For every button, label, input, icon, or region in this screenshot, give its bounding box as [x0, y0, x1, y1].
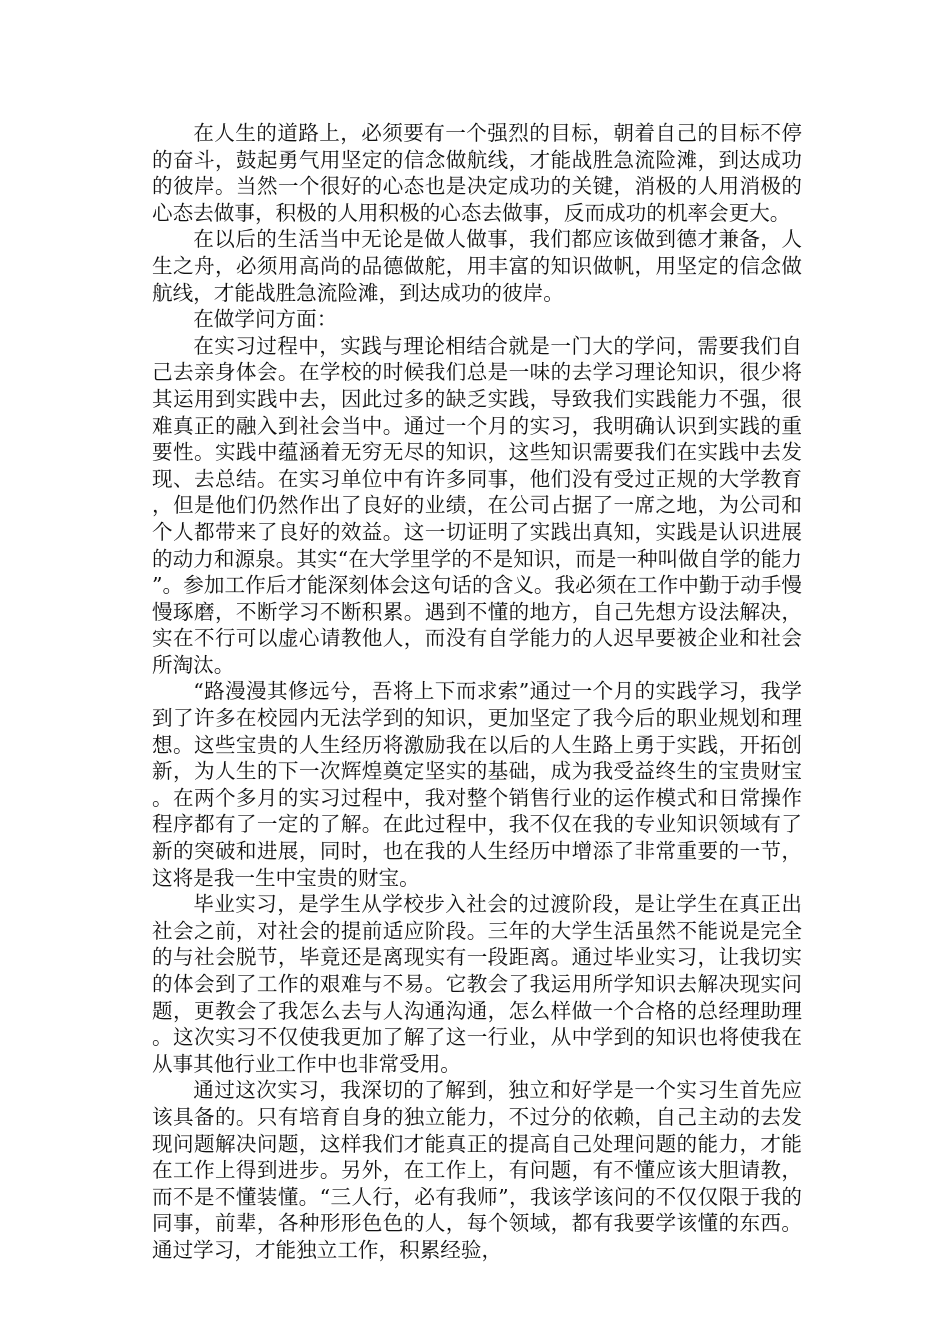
paragraph-practice-and-theory: 在实习过程中，实践与理论相结合就是一门大的学问，需要我们自己去亲身体会。在学校的时候我们总是一味的去学习理论知识，很少将其运用到实践中去，因此过多的缺乏实践，导致我们实践能力不强，很难真正的融入到社会当中。通过一个月的实习，我明确认识到实践的重要性。实践中蕴涵着无穷无尽的知识，这些知识需要我们在实践中去发现、去总结。在实习单位中有许多同事，他们没有受过正规的大学教育，但是他们仍然作出了良好的业绩，在公司占据了一席之地，为公司和个人都带来了良好的效益。这一切证明了实践出真知，实践是认识进展的动力和源泉。其实“在大学里学的不是知识，而是一种叫做自学的能力”。参加工作后才能深刻体会这句话的含义。我必须在工作中勤于动手慢慢琢磨，不断学习不断积累。遇到不懂的地方，自己先想方设法解决，实在不行可以虚心请教他人，而没有自学能力的人迟早要被企业和社会所淘汰。 [152, 333, 802, 677]
paragraph-long-road: “路漫漫其修远兮，吾将上下而求索”通过一个月的实践学习，我学到了许多在校园内无法学到的知识，更加坚定了我今后的职业规划和理想。这些宝贵的人生经历将激励我在以后的人生路上勇于实践，开拓创新，为人生的下一次辉煌奠定坚实的基础，成为我受益终生的宝贵财宝。在两个多月的实习过程中，我对整个销售行业的运作模式和日常操作程序都有了一定的了解。在此过程中，我不仅在我的专业知识领域有了新的突破和进展，同时，也在我的人生经历中增添了非常重要的一节，这将是我一生中宝贵的财宝。 [152, 679, 802, 890]
paragraph-life-goals: 在人生的道路上，必须要有一个强烈的目标，朝着自己的目标不停的奋斗，鼓起勇气用坚定的信念做航线，才能战胜急流险滩，到达成功的彼岸。当然一个很好的心态也是决定成功的关键，消极的人用消极的心态去做事，积极的人用积极的心态去做事，反而成功的机率会更大。 [152, 121, 802, 225]
paragraph-virtue-and-talent: 在以后的生活当中无论是做人做事，我们都应该做到德才兼备，人生之舟，必须用高尚的品德做舵，用丰富的知识做帆，用坚定的信念做航线，才能战胜急流险滩，到达成功的彼岸。 [152, 227, 802, 305]
paragraph-learning-heading: 在做学问方面： [193, 307, 338, 332]
paragraph-independence: 通过这次实习，我深切的了解到，独立和好学是一个实习生首先应该具备的。只有培育自身的独立能力，不过分的依赖，自己主动的去发现问题解决问题，这样我们才能真正的提高自己处理问题的能力，才能在工作上得到进步。另外，在工作上，有问题，有不懂应该大胆请教，而不是不懂装懂。“三人行，必有我师”，我该学该问的不仅仅限于我的同事，前辈，各种形形色色的人，每个领域，都有我要学该懂的东西。通过学习，才能独立工作，积累经验， [152, 1078, 802, 1262]
paragraph-graduation-internship: 毕业实习，是学生从学校步入社会的过渡阶段，是让学生在真正出社会之前，对社会的提前适应阶段。三年的大学生活虽然不能说是完全的与社会脱节，毕竟还是离现实有一段距离。通过毕业实习，让我切实的体会到了工作的艰难与不易。它教会了我运用所学知识去解决现实问题，更教会了我怎么去与人沟通沟通，怎么样做一个合格的总经理助理。这次实习不仅使我更加了解了这一行业，从中学到的知识也将使我在从事其他行业工作中也非常受用。 [152, 892, 802, 1076]
document-body [152, 120, 802, 1264]
